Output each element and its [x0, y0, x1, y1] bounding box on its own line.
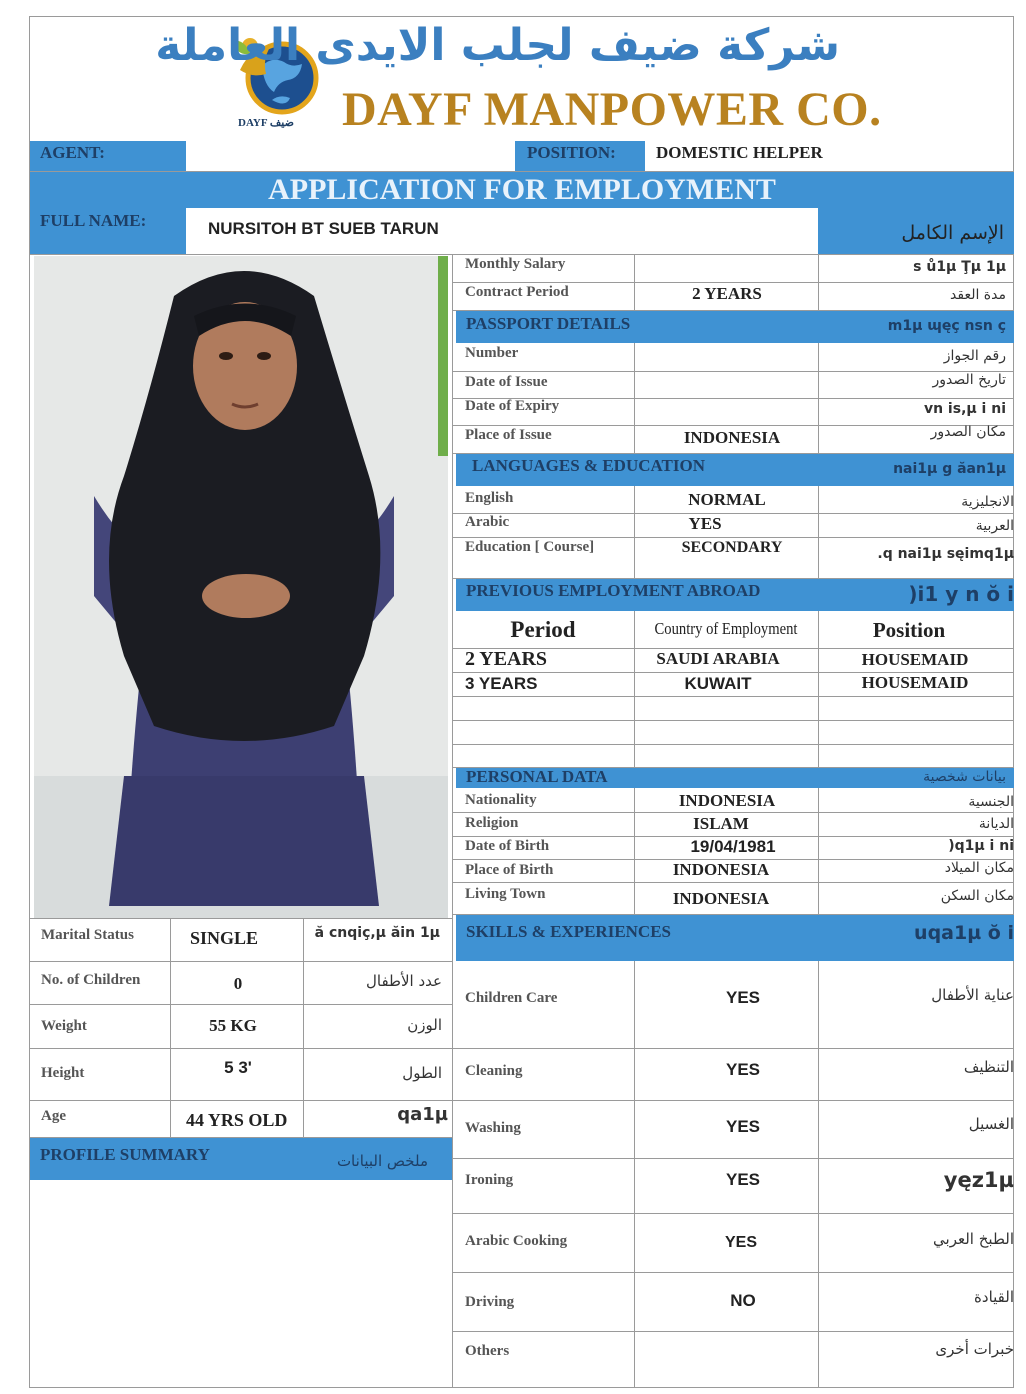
english-label: English [465, 490, 514, 506]
date-of-expiry-label: Date of Expiry [465, 398, 560, 414]
date-of-issue-label: Date of Issue [465, 374, 548, 390]
nationality-label: Nationality [465, 792, 537, 808]
education-label: Education [ Course] [465, 539, 595, 555]
driving-label-ar: القيادة [974, 1288, 1014, 1306]
living-town-label-ar: مكان السكن [940, 888, 1014, 904]
cleaning-label: Cleaning [465, 1063, 523, 1079]
languages-title: LANGUAGES & EDUCATION [472, 456, 705, 475]
col-period-header: Period [510, 617, 576, 642]
languages-title-ar: nai1µ g ăan1µ [893, 461, 1006, 477]
passport-number-label-ar: رقم الجواز [943, 348, 1006, 364]
living-town-value: INDONESIA [672, 889, 770, 908]
logo-text: DAYF ضيف [238, 117, 294, 129]
education-value: SECONDARY [681, 539, 783, 556]
employment-row-1-country: SAUDI ARABIA [656, 649, 780, 668]
agent-label: AGENT: [40, 143, 105, 162]
age-value: 44 YRS OLD [186, 1110, 288, 1130]
applicant-photo [34, 256, 448, 918]
arabic-cooking-value: YES [724, 1234, 757, 1251]
personal-title: PERSONAL DATA [466, 767, 608, 786]
age-label-ar: qa1µ [397, 1104, 448, 1125]
children-count-label: No. of Children [41, 972, 141, 988]
children-care-label-ar: عناية الأطفال [931, 986, 1014, 1004]
education-label-ar: .q nai1µ sęimq1µ [877, 546, 1014, 562]
profile-summary-body [30, 1180, 452, 1388]
marital-status-value: SINGLE [190, 928, 259, 948]
full-name-label-ar: الإسم الكامل [901, 222, 1004, 244]
date-of-issue-label-ar: تاريخ الصدور [932, 372, 1006, 388]
others-label: Others [465, 1343, 510, 1359]
employment-title: PREVIOUS EMPLOYMENT ABROAD [466, 581, 761, 600]
date-of-birth-label-ar: )q1µ i ni [948, 838, 1014, 854]
marital-status-label: Marital Status [41, 927, 134, 943]
profile-title-ar: ملخص البيانات [336, 1152, 428, 1170]
skills-title-ar: uqa1µ ŏ i [914, 922, 1014, 944]
position-label: POSITION: [527, 143, 616, 162]
personal-title-ar: بيانات شخصية [923, 769, 1006, 785]
arabic-cooking-label-ar: الطبخ العربي [933, 1230, 1014, 1248]
profile-title: PROFILE SUMMARY [40, 1145, 210, 1164]
col-country-header: Country of Employment [654, 619, 798, 638]
passport-number-label: Number [465, 345, 519, 361]
date-of-birth-value: 19/04/1981 [690, 837, 776, 856]
religion-label-ar: الديانة [978, 816, 1014, 832]
driving-label: Driving [465, 1294, 515, 1310]
weight-label-ar: الوزن [407, 1016, 442, 1034]
marital-status-label-ar: ă cnqiç,µ ăin 1µ [314, 925, 440, 941]
children-count-value: 0 [233, 974, 243, 993]
religion-value: ISLAM [693, 814, 749, 833]
person-photo-icon [34, 256, 448, 918]
driving-value: NO [730, 1291, 756, 1310]
company-name-english: DAYF MANPOWER CO. [342, 83, 882, 136]
full-name-label: FULL NAME: [40, 211, 147, 230]
employment-row-2-period: 3 YEARS [465, 674, 538, 693]
date-of-birth-label: Date of Birth [465, 838, 550, 854]
nationality-value: INDONESIA [678, 791, 776, 810]
employment-row-1-period: 2 YEARS [465, 648, 548, 670]
position-value: DOMESTIC HELPER [656, 143, 823, 162]
age-label: Age [41, 1108, 66, 1124]
height-value: 5 3' [224, 1058, 252, 1077]
children-count-label-ar: عدد الأطفال [366, 972, 442, 990]
monthly-salary-label-ar: s ů1µ Ţµ 1µ [913, 259, 1006, 275]
arabic-cooking-label: Arabic Cooking [465, 1233, 568, 1249]
place-of-issue-value: INDONESIA [683, 428, 781, 447]
employment-row-2-country: KUWAIT [684, 674, 752, 693]
washing-label: Washing [465, 1120, 521, 1136]
arabic-label: Arabic [465, 514, 510, 530]
others-label-ar: خبرات أخرى [935, 1340, 1014, 1358]
company-name-arabic: شركة ضيف لجلب الايدى العاملة [155, 20, 840, 71]
place-of-birth-value: INDONESIA [672, 860, 770, 879]
contract-period-label-ar: مدة العقد [950, 287, 1006, 303]
place-of-issue-label-ar: مكان الصدور [930, 424, 1006, 440]
cleaning-label-ar: التنظيف [963, 1058, 1014, 1076]
washing-value: YES [725, 1117, 761, 1136]
contract-period-label: Contract Period [465, 284, 569, 300]
full-name-value: NURSITOH BT SUEB TARUN [208, 219, 439, 238]
application-title: APPLICATION FOR EMPLOYMENT [268, 173, 776, 206]
col-position-header: Position [872, 618, 946, 642]
place-of-issue-label: Place of Issue [465, 427, 552, 443]
weight-value: 55 KG [209, 1016, 257, 1035]
ironing-label-ar: yęz1µ [943, 1168, 1014, 1192]
employment-title-ar: )i1 y n ŏ i [908, 582, 1014, 606]
children-care-label: Children Care [465, 990, 558, 1006]
english-value: NORMAL [688, 490, 766, 509]
arabic-value: YES [688, 514, 722, 533]
employment-row-2-position: HOUSEMAID [861, 673, 969, 692]
height-label: Height [41, 1065, 85, 1081]
height-label-ar: الطول [402, 1064, 442, 1082]
place-of-birth-label-ar: مكان الميلاد [944, 860, 1014, 876]
living-town-label: Living Town [465, 886, 546, 902]
ironing-label: Ironing [465, 1172, 514, 1188]
nationality-label-ar: الجنسية [968, 794, 1014, 810]
ironing-value: YES [725, 1170, 761, 1189]
agent-value [190, 145, 510, 169]
passport-title: PASSPORT DETAILS [466, 314, 631, 333]
employment-row-1-position: HOUSEMAID [861, 650, 969, 669]
date-of-expiry-label-ar: vn is,µ i ni [923, 401, 1006, 417]
contract-period-value: 2 YEARS [692, 284, 762, 303]
passport-title-ar: m1µ ɰęç nsn ç [887, 318, 1006, 334]
english-label-ar: الانجليزية [961, 494, 1014, 510]
monthly-salary-label: Monthly Salary [465, 256, 566, 272]
washing-label-ar: الغسيل [968, 1115, 1014, 1133]
skills-title: SKILLS & EXPERIENCES [466, 922, 672, 941]
religion-label: Religion [465, 815, 519, 831]
place-of-birth-label: Place of Birth [465, 862, 554, 878]
weight-label: Weight [41, 1018, 87, 1034]
arabic-label-ar: العربية [975, 518, 1014, 534]
cleaning-value: YES [725, 1060, 761, 1079]
children-care-value: YES [725, 988, 761, 1007]
